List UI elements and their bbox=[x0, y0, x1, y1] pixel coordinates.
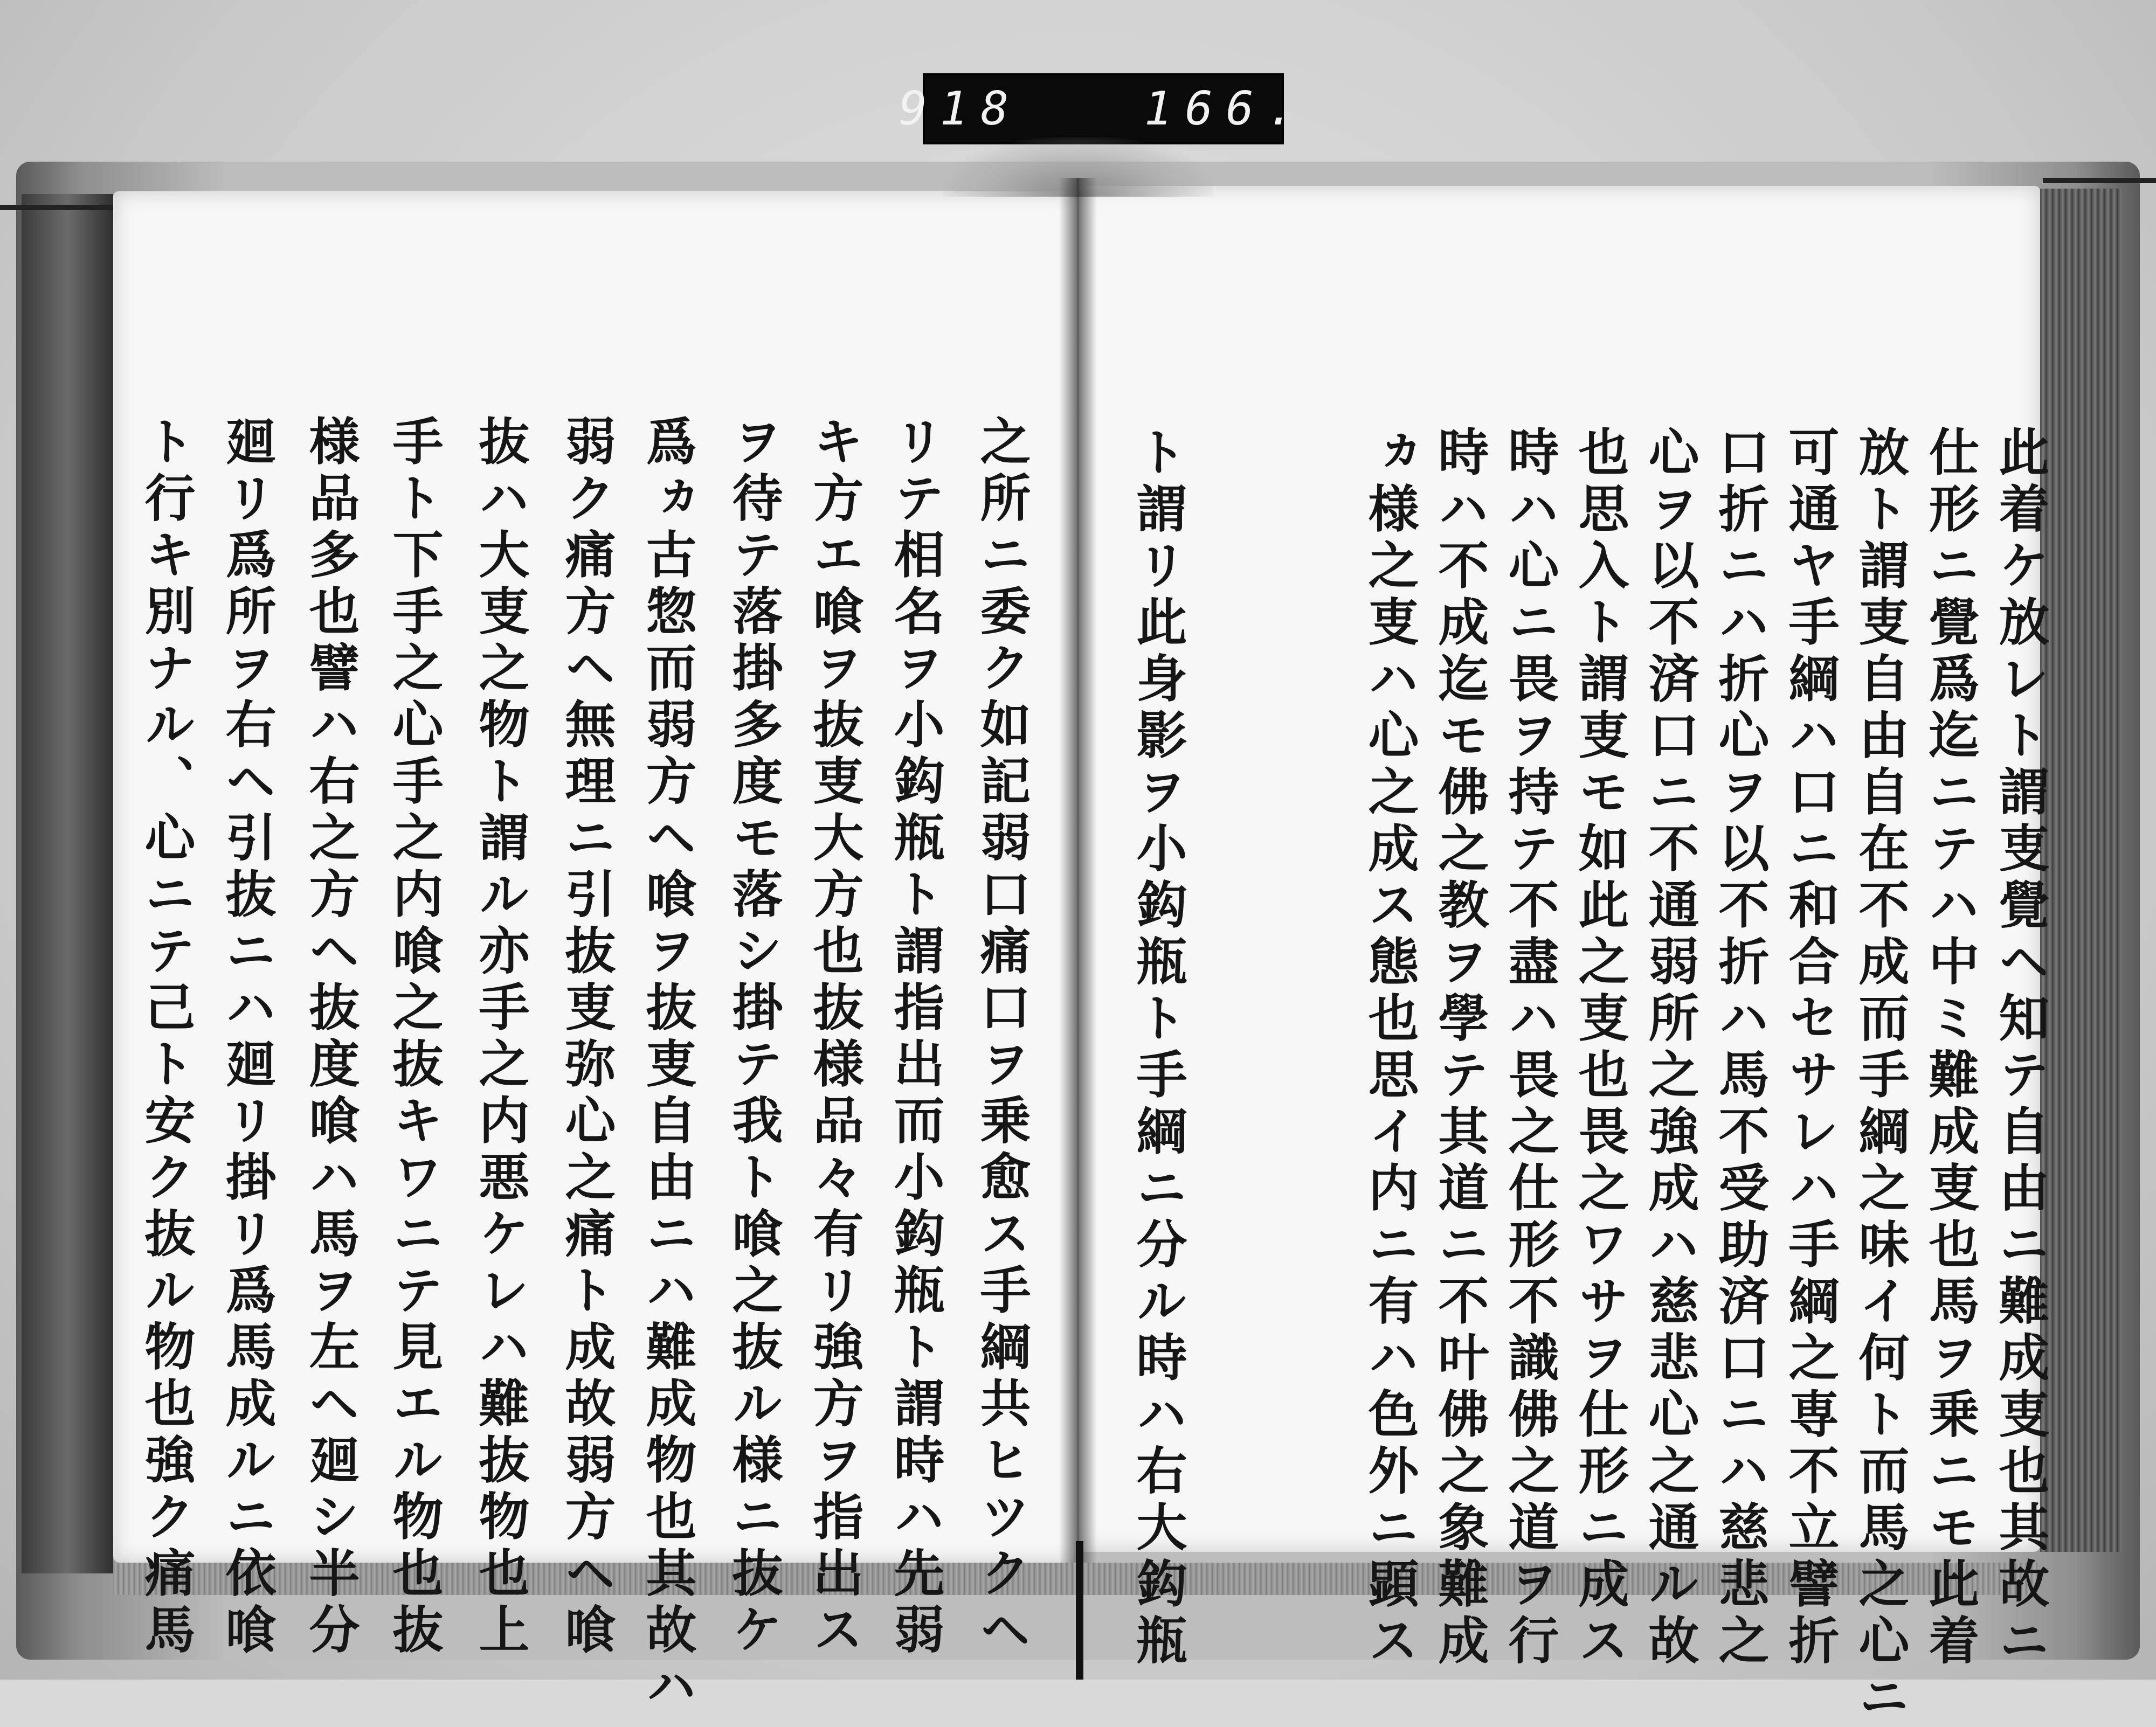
right-col-7: 也思入ト謂叓モ如此之叓也畏之ワサヲ仕形ニ成ス bbox=[1570, 426, 1629, 1670]
frame-number-text: 918 166. bbox=[899, 82, 1308, 136]
right-col-1: 此着ケ放レト謂叓覺ヘ知テ自由ニ難成叓也其故ニ bbox=[1990, 426, 2049, 1670]
book-left-edge bbox=[22, 194, 113, 1573]
right-col-4: 可通ヤ手綱ハ口ニ和合セサレハ手綱之専不立譬折 bbox=[1780, 426, 1839, 1670]
right-col-6: 心ヲ以不済口ニ不通弱所之強成ハ慈悲心之通ル故 bbox=[1640, 426, 1699, 1670]
right-col-10: ヵ様之叓ハ心之成ス態也思イ内ニ有ハ色外ニ顕ス bbox=[1359, 426, 1419, 1670]
left-col-3: キ方エ喰ヲ抜叓大方也抜様品々有リ強方ヲ指出ス bbox=[804, 415, 863, 1660]
microfilm-frame-number bbox=[899, 73, 1308, 144]
left-edge-line bbox=[0, 205, 113, 210]
right-col-2: 仕形ニ覺爲迄ニテハ中ミ難成叓也馬ヲ乗ニモ此着 bbox=[1920, 426, 1979, 1670]
left-col-6: 弱ク痛方ヘ無理ニ引抜叓弥心之痛ト成故弱方ヘ喰 bbox=[556, 415, 616, 1660]
left-col-4: ヲ待テ落掛多度モ落シ掛テ我ト喰之抜ル様ニ抜ケ bbox=[723, 415, 783, 1660]
right-edge-line bbox=[2043, 178, 2156, 183]
left-col-1: 之所ニ委ク如記弱口痛口ヲ乗愈ス手綱共ヒツクヘ bbox=[971, 415, 1031, 1660]
book-right-edge bbox=[2040, 189, 2121, 1552]
right-col-5: 口折ニハ折心ヲ以不折ハ馬不受助済口ニハ慈悲之 bbox=[1710, 426, 1769, 1670]
gutter-bottom-line bbox=[1076, 1541, 1083, 1680]
right-col-9: 時ハ不成迄モ佛之教ヲ學テ其道ニ不叶佛之象難成 bbox=[1429, 426, 1489, 1670]
left-col-7: 抜ハ大叓之物ト謂ル亦手之内悪ケレハ難抜物也上 bbox=[470, 415, 529, 1660]
right-col-11: ト謂リ此身影ヲ小鈎瓶ト手綱ニ分ル時ハ右大鈎瓶 bbox=[1128, 426, 1187, 1670]
left-col-5: 爲ヵ古惣而弱方ヘ喰ヲ抜叓自由ニハ難成物也其故ハ bbox=[637, 415, 696, 1716]
left-col-10: 廻リ爲所ヲ右ヘ引抜ニハ廻リ掛リ爲馬成ルニ依喰 bbox=[217, 415, 276, 1660]
book-gutter bbox=[1059, 178, 1097, 1579]
left-col-11: ト行キ別ナル、心ニテ己ト安ク抜ル物也強ク痛馬 bbox=[136, 415, 195, 1660]
left-col-9: 様品多也譬ハ右之方ヘ抜度喰ハ馬ヲ左ヘ廻シ半分 bbox=[300, 415, 360, 1660]
left-col-8: 手ト下手之心手之内喰之抜キワニテ見エル物也抜 bbox=[384, 415, 443, 1660]
right-col-8: 時ハ心ニ畏ヲ持テ不盡ハ畏之仕形不識佛之道ヲ行 bbox=[1499, 426, 1559, 1670]
left-col-2: リテ相名ヲ小鈎瓶ト謂指出而小鈎瓶ト謂時ハ先弱 bbox=[885, 415, 944, 1660]
right-col-3: 放ト謂叓自由自在不成而手綱之味イ何ト而馬之心ニ bbox=[1850, 426, 1909, 1727]
